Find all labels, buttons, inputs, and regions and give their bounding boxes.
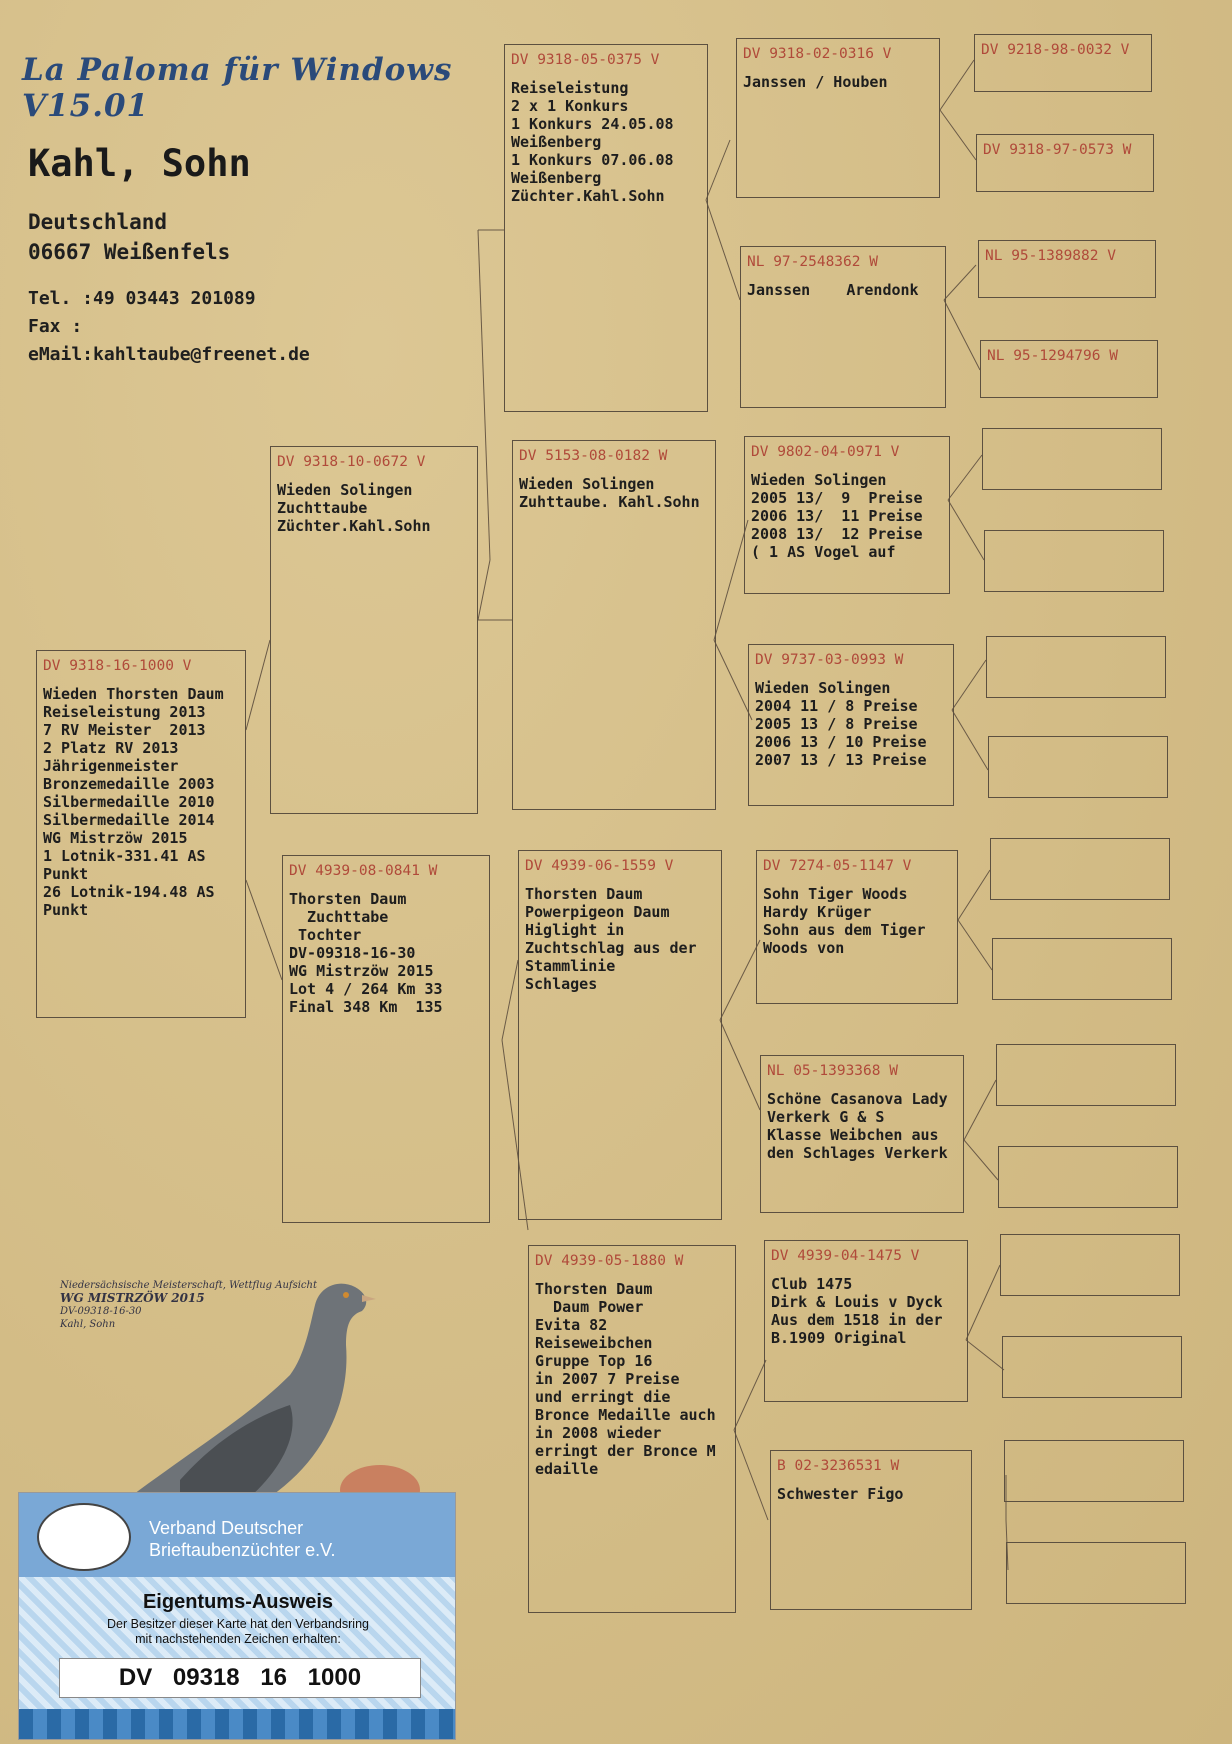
pigeon-mmf xyxy=(764,1240,968,1402)
photo-caption xyxy=(60,1279,360,1331)
pigeon-notes: Reiseleistung 2 x 1 Konkurs 1 Konkurs 24.05.08 Weißenberg 1 Konkurs 07.06.08 Weißenberg Züchter.Kahl.Sohn xyxy=(511,79,674,205)
pigeon-g5-1 xyxy=(974,34,1152,92)
pigeon-photo xyxy=(50,1265,460,1497)
pigeon-g5-5 xyxy=(982,428,1162,490)
pigeon-notes: Thorsten Daum Powerpigeon Daum Higlight in Zuchtschlag aus der Stammlinie Schlages xyxy=(525,885,697,993)
pigeon-g5-2 xyxy=(976,134,1154,192)
photo-caption-line4: Kahl, Sohn xyxy=(60,1319,116,1330)
pigeon-fmf xyxy=(744,436,950,594)
pigeon-notes: Schöne Casanova Lady Verkerk G & S Klasse Weibchen aus den Schlages Verkerk xyxy=(767,1090,948,1162)
pigeon-notes: Sohn Tiger Woods Hardy Krüger Sohn aus dem Tiger Woods von xyxy=(763,885,926,957)
ring-number: B 02-3236531 W xyxy=(777,1458,900,1474)
ring-number: DV 4939-05-1880 W xyxy=(535,1253,684,1269)
ring-number: DV 9218-98-0032 V xyxy=(981,42,1130,58)
photo-caption-line1: Niedersächsische Meisterschaft, Wettflug Aufsicht xyxy=(60,1280,317,1291)
pigeon-fmm xyxy=(748,644,954,806)
owner-name: Kahl, Sohn xyxy=(28,142,251,185)
ring-number: NL 97-2548362 W xyxy=(747,254,878,270)
pigeon-father-father xyxy=(504,44,708,412)
pigeon-main xyxy=(36,650,246,1018)
owner-country: Deutschland xyxy=(28,210,168,234)
photo-caption-line2: WG MISTRZÖW 2015 xyxy=(60,1291,205,1305)
ring-number: DV 7274-05-1147 V xyxy=(763,858,912,874)
card-description: Der Besitzer dieser Karte hat den Verbandsring mit nachstehenden Zeichen erhalten: xyxy=(107,1617,369,1646)
pigeon-notes: Wieden Solingen 2005 13/ 9 Preise 2006 13/ 11 Preise 2008 13/ 12 Preise ( 1 AS Vogel auf xyxy=(751,471,923,561)
pigeon-notes: Schwester Figo xyxy=(777,1485,904,1503)
dove-logo-icon xyxy=(37,1503,131,1571)
pigeon-mmm xyxy=(770,1450,972,1610)
pigeon-notes: Wieden Solingen Zuchttaube Züchter.Kahl.Sohn xyxy=(277,481,431,535)
pigeon-g5-15 xyxy=(1004,1440,1184,1502)
owner-tel: Tel. :49 03443 201089 xyxy=(28,288,256,309)
pigeon-fff xyxy=(736,38,940,198)
ring-number: DV 9737-03-0993 W xyxy=(755,652,904,668)
pigeon-notes: Club 1475 Dirk & Louis v Dyck Aus dem 1518 in der B.1909 Original xyxy=(771,1275,943,1347)
pigeon-notes: Janssen / Houben xyxy=(743,73,888,91)
pigeon-g5-4 xyxy=(980,340,1158,398)
card-bottom-strip xyxy=(19,1709,456,1739)
ring-number: NL 95-1294796 W xyxy=(987,348,1118,364)
pigeon-g5-3 xyxy=(978,240,1156,298)
pigeon-g5-16 xyxy=(1006,1542,1186,1604)
pigeon-g5-8 xyxy=(988,736,1168,798)
ownership-card xyxy=(18,1492,456,1740)
pigeon-mfm xyxy=(760,1055,964,1213)
software-brand: La Paloma für Windows V15.01 xyxy=(22,52,453,124)
pigeon-g5-13 xyxy=(1000,1234,1180,1296)
pigeon-g5-10 xyxy=(992,938,1172,1000)
ring-number: DV 9318-05-0375 V xyxy=(511,52,660,68)
owner-email: eMail:kahltaube@freenet.de xyxy=(28,344,310,365)
ring-number: NL 05-1393368 W xyxy=(767,1063,898,1079)
ring-number: NL 95-1389882 V xyxy=(985,248,1116,264)
owner-city: 06667 Weißenfels xyxy=(28,240,231,264)
ring-number: DV 9318-16-1000 V xyxy=(43,658,192,674)
card-title: Eigentums-Ausweis xyxy=(142,1591,334,1613)
owner-info xyxy=(28,142,428,369)
owner-fax: Fax : xyxy=(28,316,83,337)
pigeon-g5-6 xyxy=(984,530,1164,592)
ring-number: DV 9318-02-0316 V xyxy=(743,46,892,62)
pigeon-mother-mother xyxy=(528,1245,736,1613)
ring-number: DV 4939-04-1475 V xyxy=(771,1248,920,1264)
pigeon-father xyxy=(270,446,478,814)
pigeon-notes: Wieden Thorsten Daum Reiseleistung 2013 7 RV Meister 2013 2 Platz RV 2013 Jährigenmeister Bronzemedaille 2003 Silbermedaille 2010 Silbermedaille 2014 WG Mistrzöw 2015 1 Lotnik-331.41 AS Punkt 26 Lotnik-194.48 AS Punkt xyxy=(43,685,224,919)
pigeon-mother-father xyxy=(518,850,722,1220)
card-organization: Verband Deutscher Brieftaubenzüchter e.V. xyxy=(149,1518,336,1560)
ring-number: DV 4939-08-0841 W xyxy=(289,863,438,879)
pigeon-g5-12 xyxy=(998,1146,1178,1208)
pigeon-father-mother xyxy=(512,440,716,810)
pigeon-ffm xyxy=(740,246,946,408)
photo-caption-line3: DV-09318-16-30 xyxy=(60,1306,142,1317)
ring-number: DV 9318-10-0672 V xyxy=(277,454,426,470)
pigeon-g5-14 xyxy=(1002,1336,1182,1398)
pigeon-notes: Wieden Solingen Zuhttaube. Kahl.Sohn xyxy=(519,475,700,511)
pigeon-notes: Thorsten Daum Zuchttabe Tochter DV-09318-16-30 WG Mistrzöw 2015 Lot 4 / 264 Km 33 Final 348 Km 135 xyxy=(289,890,443,1016)
pigeon-notes: Janssen Arendonk xyxy=(747,281,919,299)
pigeon-notes: Wieden Solingen 2004 11 / 8 Preise 2005 13 / 8 Preise 2006 13 / 10 Preise 2007 13 / 13 Preise xyxy=(755,679,927,769)
pigeon-g5-9 xyxy=(990,838,1170,900)
pigeon-g5-7 xyxy=(986,636,1166,698)
ring-number: DV 9802-04-0971 V xyxy=(751,444,900,460)
pigeon-mother xyxy=(282,855,490,1223)
ring-number: DV 5153-08-0182 W xyxy=(519,448,668,464)
pigeon-g5-11 xyxy=(996,1044,1176,1106)
pigeon-mff xyxy=(756,850,958,1004)
card-ring-number: DV 09318 16 1000 xyxy=(59,1658,421,1698)
ring-number: DV 4939-06-1559 V xyxy=(525,858,674,874)
pigeon-notes: Thorsten Daum Daum Power Evita 82 Reiseweibchen Gruppe Top 16 in 2007 7 Preise und erringt die Bronce Medaille auch in 2008 wieder erringt der Bronce M edaille xyxy=(535,1280,716,1478)
ring-number: DV 9318-97-0573 W xyxy=(983,142,1132,158)
